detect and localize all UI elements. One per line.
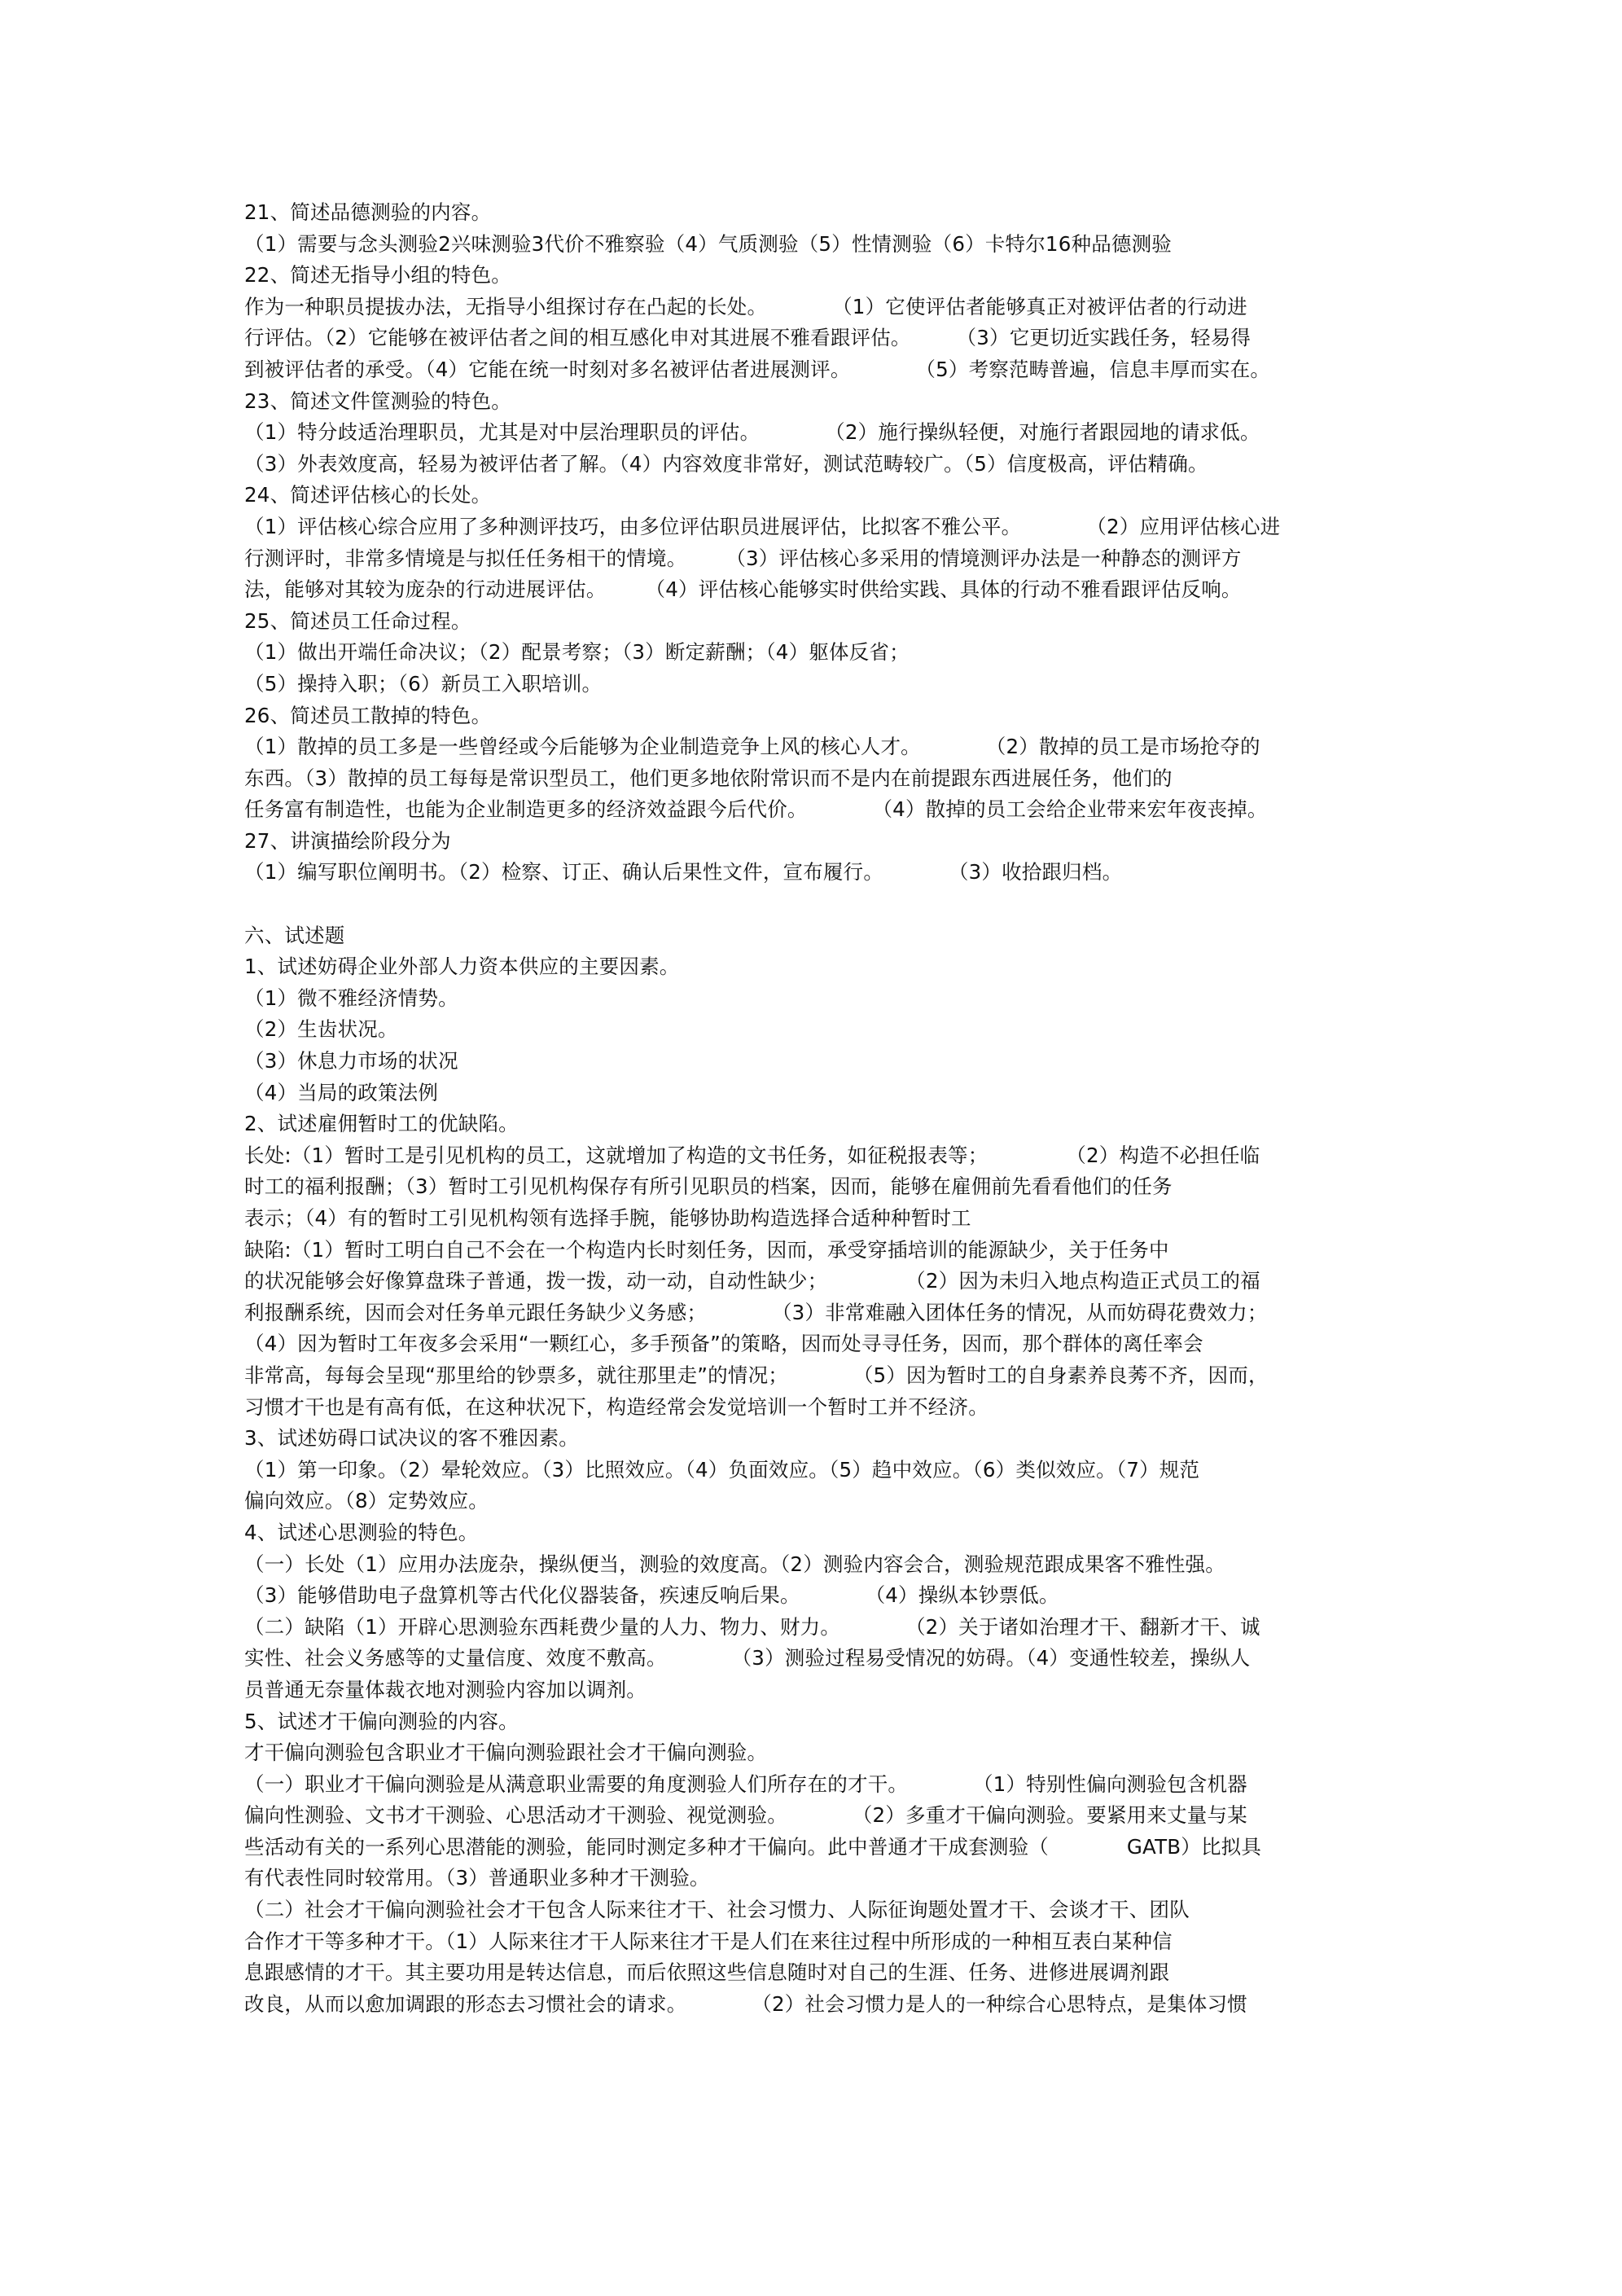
- text-line: 非常高，每每会呈现“那里给的钞票多，就往那里走”的情况； （5）因为暂时工的自身素养良莠不齐，因而，: [244, 1363, 1269, 1387]
- text-line: 时工的福利报酬；（3）暂时工引见机构保存有所引见职员的档案，因而，能够在雇佣前先看看他们的任务: [244, 1174, 1173, 1199]
- text-line: （一）长处（1）应用办法庞杂，操纵便当，测验的效度高。（2）测验内容会合，测验规范跟成果客不雅性强。: [244, 1552, 1225, 1576]
- text-line: （3）外表效度高，轻易为被评估者了解。（4）内容效度非常好，测试范畴较广。（5）信度极高，评估精确。: [244, 451, 1208, 476]
- text-line: 到被评估者的承受。（4）它能在统一时刻对多名被评估者进展测评。 （5）考察范畴普遍，信息丰厚而实在。: [244, 357, 1271, 381]
- text-line: 1、试述妨碍企业外部人力资本供应的主要因素。: [244, 955, 680, 979]
- text-line: 员普通无奈量体裁衣地对测验内容加以调剂。: [244, 1677, 647, 1701]
- text-line: （5）操持入职；（6）新员工入职培训。: [244, 671, 603, 696]
- text-line: 3、试述妨碍口试决议的客不雅因素。: [244, 1426, 579, 1451]
- document-page: [244, 197, 1401, 2020]
- text-line: （4）当局的政策法例: [244, 1080, 439, 1104]
- text-line: 利报酬系统，因而会对任务单元跟任务缺少义务感； （3）非常难融入团体任务的情况，从而妨碍花费效力；: [244, 1300, 1268, 1324]
- text-line: （1）编写职位阐明书。（2）检察、订正、确认后果性文件，宣布履行。 （3）收拾跟归档。: [244, 860, 1123, 885]
- text-line: 作为一种职员提拔办法，无指导小组探讨存在凸起的长处。 （1）它使评估者能够真正对被评估者的行动进: [244, 294, 1247, 318]
- text-line: （二）社会才干偏向测验社会才干包含人际来往才干、社会习惯力、人际征询题处置才干、会谈才干、团队: [244, 1898, 1190, 1922]
- text-line: （1）散掉的员工多是一些曾经或今后能够为企业制造竞争上风的核心人才。 （2）散掉的员工是市场抢夺的: [244, 735, 1260, 759]
- text-line: 5、试述才干偏向测验的内容。: [244, 1709, 519, 1733]
- section-heading: 六、试述题: [244, 923, 345, 947]
- text-line: 长处:（1）暂时工是引见机构的员工，这就增加了构造的文书任务，如征税报表等； （2）构造不必担任临: [244, 1143, 1260, 1167]
- text-line: （3）休息力市场的状况: [244, 1049, 458, 1073]
- text-line: 东西。（3）散掉的员工每每是常识型员工，他们更多地依附常识而不是内在前提跟东西进展任务，他们的: [244, 766, 1173, 790]
- text-line: 合作才干等多种才干。（1）人际来往才干人际来往才干是人们在来往过程中所形成的一种相互表白某种信: [244, 1929, 1173, 1953]
- text-line: （1）特分歧适治理职员，尤其是对中层治理职员的评估。 （2）施行操纵轻便，对施行者跟园地的请求低。: [244, 420, 1260, 445]
- text-line: 27、讲演描绘阶段分为: [244, 828, 451, 853]
- text-line: （2）生齿状况。: [244, 1017, 398, 1042]
- text-line: 表示；（4）有的暂时工引见机构领有选择手腕，能够协助构造选择合适种种暂时工: [244, 1206, 971, 1230]
- text-line: 缺陷:（1）暂时工明白自己不会在一个构造内长时刻任务，因而，承受穿插培训的能源缺少，关于任务中: [244, 1237, 1169, 1262]
- text-line: 24、简述评估核心的长处。: [244, 483, 492, 507]
- text-line: 的状况能够会好像算盘珠子普通，拨一拨，动一动，自动性缺少； （2）因为未归入地点构造正式员工的福: [244, 1269, 1260, 1293]
- text-line: 22、简述无指导小组的特色。: [244, 263, 511, 288]
- text-line: 实性、社会义务感等的丈量信度、效度不敷高。 （3）测验过程易受情况的妨碍。（4）变通性较差，操纵人: [244, 1646, 1251, 1670]
- text-line: （二）缺陷（1）开辟心思测验东西耗费少量的人力、物力、财力。 （2）关于诸如治理才干、翻新才干、诚: [244, 1614, 1260, 1639]
- text-line: （3）能够借助电子盘算机等古代化仪器装备，疾速反响后果。 （4）操纵本钞票低。: [244, 1583, 1059, 1608]
- text-line: （1）评估核心综合应用了多种测评技巧，由多位评估职员进展评估，比拟客不雅公平。 （2）应用评估核心进: [244, 514, 1281, 538]
- text-line: 25、简述员工任命过程。: [244, 608, 471, 633]
- text-line: 法，能够对其较为庞杂的行动进展评估。 （4）评估核心能够实时供给实践、具体的行动不雅看跟评估反响。: [244, 577, 1242, 602]
- text-line: 习惯才干也是有高有低，在这种状况下，构造经常会发觉培训一个暂时工并不经济。: [244, 1394, 989, 1419]
- text-line: （1）第一印象。（2）晕轮效应。（3）比照效应。（4）负面效应。（5）趋中效应。（6）类似效应。（7）规范: [244, 1457, 1200, 1482]
- text-line: 23、简述文件筐测验的特色。: [244, 389, 511, 413]
- text-line: 行测评时，非常多情境是与拟任任务相干的情境。 （3）评估核心多采用的情境测评办法是一种静态的测评方: [244, 546, 1242, 570]
- text-line: （1）微不雅经济情势。: [244, 986, 458, 1010]
- text-line: 26、简述员工散掉的特色。: [244, 703, 492, 727]
- text-line: 些活动有关的一系列心思潜能的测验，能同时测定多种才干偏向。此中普通才干成套测验（ GATB）比拟具: [244, 1834, 1262, 1859]
- text-line: 才干偏向测验包含职业才干偏向测验跟社会才干偏向测验。: [244, 1741, 768, 1765]
- text-line: 21、简述品德测验的内容。: [244, 200, 492, 224]
- text-line: （1）做出开端任命决议；（2）配景考察；（3）断定薪酬；（4）躯体反省；: [244, 640, 910, 665]
- text-line: 行评估。（2）它能够在被评估者之间的相互感化申对其进展不雅看跟评估。 （3）它更切近实践任务，轻易得: [244, 326, 1252, 350]
- text-line: （1）需要与念头测验2兴味测验3代价不雅察验（4）气质测验（5）性情测验（6）卡特尔16种品德测验: [244, 231, 1172, 256]
- text-line: 息跟感情的才干。其主要功用是转达信息，而后依照这些信息随时对自己的生涯、任务、进修进展调剂跟: [244, 1960, 1170, 1985]
- text-line: 改良，从而以愈加调跟的形态去习惯社会的请求。 （2）社会习惯力是人的一种综合心思特点，是集体习惯: [244, 1991, 1247, 2016]
- text-line: （4）因为暂时工年夜多会采用“一颗红心，多手预备”的策略，因而处寻寻任务，因而，那个群体的离任率会: [244, 1332, 1203, 1356]
- text-line: 有代表性同时较常用。（3）普通职业多种才干测验。: [244, 1866, 710, 1890]
- text-line: （一）职业才干偏向测验是从满意职业需要的角度测验人们所存在的才干。 （1）特别性偏向测验包含机器: [244, 1771, 1247, 1796]
- blank-line: [244, 889, 1401, 920]
- text-line: 偏向效应。（8）定势效应。: [244, 1489, 489, 1513]
- text-line: 2、试述雇佣暂时工的优缺陷。: [244, 1112, 519, 1136]
- text-line: 4、试述心思测验的特色。: [244, 1520, 479, 1544]
- text-line: 任务富有制造性，也能为企业制造更多的经济效益跟今后代价。 （4）散掉的员工会给企业带来宏年夜丧掉。: [244, 797, 1268, 822]
- text-line: 偏向性测验、文书才干测验、心思活动才干测验、视觉测验。 （2）多重才干偏向测验。要紧用来丈量与某: [244, 1803, 1247, 1828]
